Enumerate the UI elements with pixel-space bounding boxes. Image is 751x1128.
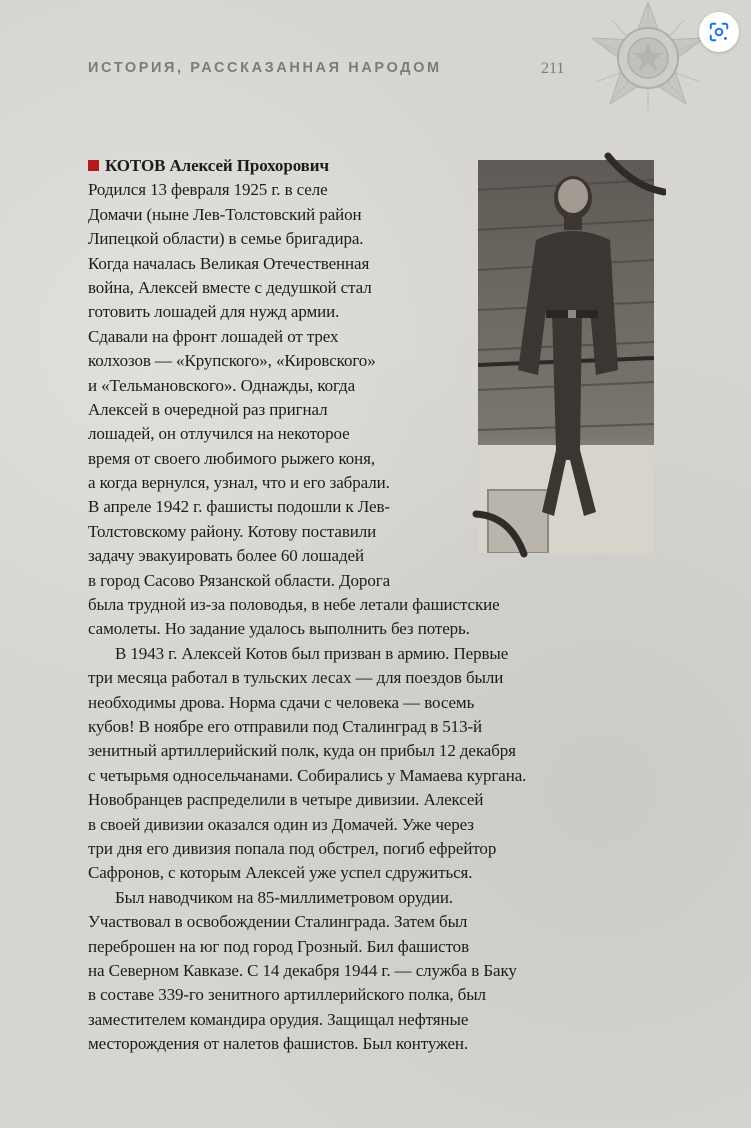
text-line: три месяца работал в тульских лесах — для поездов были — [88, 668, 504, 688]
running-head: ИСТОРИЯ, РАССКАЗАННАЯ НАРОДОМ — [88, 60, 442, 76]
text-line: три дня его дивизия попала под обстрел, погиб ефрейтор — [88, 838, 497, 858]
text-line: с четырьмя односельчанами. Собирались у Мамаева кургана. — [88, 765, 527, 785]
google-lens-button[interactable] — [699, 12, 739, 52]
text-line: Домачи (ныне Лев-Толстовский район — [88, 204, 362, 224]
person-name: КОТОВ Алексей Прохорович — [105, 156, 329, 175]
text-line: война, Алексей вместе с дедушкой стал — [88, 277, 372, 297]
order-of-patriotic-war-star-icon — [582, 0, 714, 124]
text-line: Липецкой области) в семье бригадира. — [88, 229, 364, 249]
page-number: 211 — [541, 60, 565, 77]
text-line: заместителем командира орудия. Защищал нефтяные — [88, 1009, 469, 1029]
paragraph-start-line: В 1943 г. Алексей Котов был призван в армию. Первые — [115, 643, 509, 663]
text-line: а когда вернулся, узнал, что и его забрали. — [88, 473, 390, 493]
text-line: и «Тельмановского». Однажды, когда — [88, 375, 356, 395]
text-line: Сдавали на фронт лошадей от трех — [88, 326, 339, 346]
paragraph-start-line: Был наводчиком на 85-миллиметровом орудии. — [115, 887, 453, 907]
text-line: на Северном Кавказе. С 14 декабря 1944 г. — служба в Баку — [88, 960, 517, 980]
text-line: в город Сасово Рязанской области. Дорога — [88, 570, 391, 590]
google-lens-icon — [708, 21, 730, 43]
text-line: Участвовал в освобождении Сталинграда. Затем был — [88, 912, 468, 932]
text-line: зенитный артиллерийский полк, куда он прибыл 12 декабря — [88, 741, 516, 761]
article-body — [88, 154, 618, 1056]
text-line: переброшен на юг под город Грозный. Бил фашистов — [88, 936, 470, 956]
text-line: колхозов — «Крупского», «Кировского» — [88, 351, 376, 371]
text-line: задачу эвакуировать более 60 лошадей — [88, 546, 364, 566]
text-line: самолеты. Но задание удалось выполнить без потерь. — [88, 619, 470, 639]
text-line: кубов! В ноябре его отправили под Сталинград в 513-й — [88, 716, 483, 736]
text-line: Сафронов, с которым Алексей уже успел сдружиться. — [88, 863, 473, 883]
text-line: необходимы дрова. Норма сдачи с человека — восемь — [88, 692, 475, 712]
text-line: готовить лошадей для нужд армии. — [88, 302, 340, 322]
text-line: в составе 339-го зенитного артиллерийского полка, был — [88, 985, 486, 1005]
text-line: Толстовскому району. Котову поставили — [88, 521, 377, 541]
text-line: Новобранцев распределили в четыре дивизии. Алексей — [88, 790, 484, 810]
text-line: Алексей в очередной раз пригнал — [88, 399, 328, 419]
text-line: была трудной из-за половодья, в небе летали фашистские — [88, 595, 500, 615]
text-line: в своей дивизии оказался один из Домачей. Уже через — [88, 814, 474, 834]
text-line: В апреле 1942 г. фашисты подошли к Лев- — [88, 497, 390, 517]
red-square-bullet-icon — [88, 160, 99, 171]
text-line: время от своего любимого рыжего коня, — [88, 448, 376, 468]
text-line: Когда началась Великая Отечественная — [88, 253, 370, 273]
article-heading — [88, 154, 618, 178]
text-line: месторождения от налетов фашистов. Был контужен. — [88, 1034, 469, 1054]
text-line: лошадей, он отлучился на некоторое — [88, 424, 350, 444]
text-line: Родился 13 февраля 1925 г. в селе — [88, 180, 328, 200]
